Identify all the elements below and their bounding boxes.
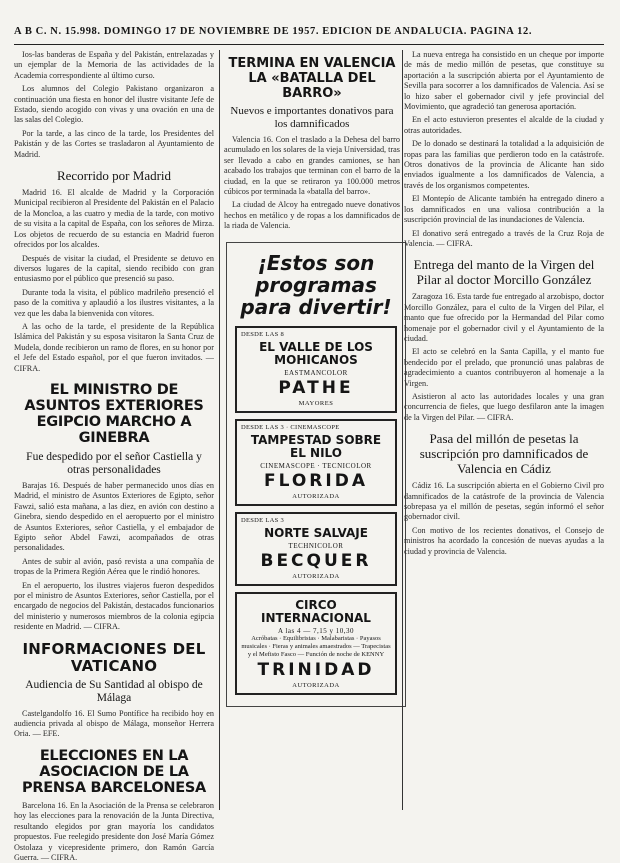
headline-recorrido: Recorrido por Madrid <box>56 168 172 184</box>
showtime-label: DESDE LAS 3 <box>241 516 285 524</box>
column-middle <box>224 50 400 810</box>
article-paragraph: Madrid 16. El alcalde de Madrid y la Corporación Municipal recibieron al Presidente del Pakistán en el Palacio de la Moncloa, a las cuatro y media de la tarde, con motivo de su visita a la capital de España, con los señores de Mirza. Los objetos de recuerdo de su estancia en Madrid fueron ofrecidos por los alcaldes. <box>14 188 214 250</box>
event-times: A las 4 — 7,15 y 10,30 <box>278 626 354 635</box>
film-rating: MAYORES <box>298 399 334 407</box>
headline-prensa: ELECCIONES EN LA ASOCIACION DE LA PRENSA BARCELONESA <box>22 747 206 796</box>
headline-vaticano: INFORMACIONES DEL VATICANO <box>22 639 206 675</box>
showtime-label: DESDE LAS 8 <box>241 330 285 338</box>
film-rating: AUTORIZADA <box>292 681 340 689</box>
article-paragraph: Barajas 16. Después de haber permanecido unos días en Madrid, el ministro de Asuntos Exteriores de Egipto, señor Fawzi, salió esta mañana, a las diez, en avión con destino a Ginebra, siendo despedido en el aeropuerto por el ministro de Asuntos Exteriores, señor Castiella, y el embajador de Egipto señor Abdel Fawzi, acompañados de otras personalidades. <box>14 480 214 553</box>
cinema-box <box>235 512 397 586</box>
column-divider <box>219 50 220 810</box>
cinema-name: FLORIDA <box>264 470 368 491</box>
subheadline-audiencia: Audiencia de Su Santidad al obispo de Málaga <box>25 678 203 704</box>
article-paragraph: En el aeropuerto, los ilustres viajeros fueron despedidos por el ministro de Asuntos Exteriores, señor Castiella, por el encargado de negocios del Pakistán, destacados funcionarios del ministerio y numerosos miembros de la colonia egipcia residente en Madrid. — CIFRA. <box>14 580 214 632</box>
film-title: TAMPESTAD SOBRE EL NILO <box>250 432 382 460</box>
article-paragraph: Por la tarde, a las cinco de la tarde, los Presidentes del Pakistán y de las Cortes se trasladaron al Ayuntamiento de Madrid. <box>14 128 214 159</box>
cinema-name: PATHE <box>278 377 354 398</box>
film-rating: AUTORIZADA <box>292 572 340 580</box>
article-paragraph: A las ocho de la tarde, el presidente de la República Islámica del Pakistán y su esposa visitaron la Santa Cruz de Mudela, donde recibieron un ramo de flores, en su honor por el Jefe del Estado español, por el que fueron invitados. — CIFRA. <box>14 321 214 373</box>
cinema-advertisement <box>226 242 406 707</box>
article-paragraph: En el acto estuvieron presentes el alcalde de la ciudad y otras autoridades. <box>404 115 604 135</box>
article-paragraph: Cádiz 16. La suscripción abierta en el Gobierno Civil pro damnificados de la catástrofe de la provincia de Valencia sobrepasa ya el millón de pesetas, según informó el señor gobernador civil. <box>404 481 604 522</box>
headline-ministro-egipcio: EL MINISTRO DE ASUNTOS EXTERIORES EGIPCIO MARCHO A GINEBRA <box>24 381 204 446</box>
cinema-name: TRINIDAD <box>257 659 375 680</box>
cinema-box <box>235 326 397 413</box>
circus-box <box>235 592 397 695</box>
page-header: A B C. N. 15.998. DOMINGO 17 DE NOVIEMBRE DE 1957. EDICION DE ANDALUCIA. PAGINA 12. <box>14 26 533 37</box>
article-paragraph: El Montepío de Alicante también ha entregado dinero a los damnificados en una valiosa contribución a la suscripción provincial de las inundaciones de Valencia. <box>404 194 604 225</box>
headline-valencia: TERMINA EN VALENCIA LA «BATALLA DEL BARRO» <box>228 56 396 101</box>
article-paragraph: Durante toda la visita, el público madrileño presenció el paso de la comitiva y aplaudió a los ilustres visitantes, a la vez que les daba la bienvenida con vítores. <box>14 287 214 318</box>
column-left <box>14 50 214 862</box>
article-paragraph: Valencia 16. Con el traslado a la Dehesa del barro acumulado en los solares de la vieja Universidad, tras ser llevado a cabo en grandes camiones, se han acabado los trabajos que terminan con el barro de la ciudad, en la que se retiraron ya 100.000 metros cúbicos por terminada la «batalla del barro». <box>224 135 400 197</box>
film-rating: AUTORIZADA <box>292 492 340 500</box>
ad-title: ¡Estos son programas para divertir! <box>240 250 392 319</box>
article-paragraph: El acto se celebró en la Santa Capilla, y el manto fue bendecido por el prelado, que pronunció unas palabras de agradecimiento a cuantos contribuyeron al homenaje a la Virgen. <box>404 347 604 388</box>
subheadline-donativos: Nuevos e importantes donativos para los damnificados <box>230 105 394 130</box>
showtime-label: DESDE LAS 3 · CINEMASCOPE <box>241 423 340 431</box>
article-paragraph: Antes de subir al avión, pasó revista a una compañía de tropas de la Primera Región Aérea que le rindió honores. <box>14 556 214 577</box>
header-rule <box>14 44 604 45</box>
event-title: CIRCO INTERNACIONAL <box>261 597 371 625</box>
article-paragraph: Los alumnos del Colegio Pakistano organizaron a continuación una fiesta en honor del ilustre visitante Jefe de Estado, siendo acogido con vivas y una ovación en una de las salas del Colegio. <box>14 84 214 125</box>
article-paragraph: Barcelona 16. En la Asociación de la Prensa se celebraron hoy las elecciones para la renovación de la Junta Directiva, resultando elegidos por gran mayoría los candidatos propuestos. Fue reelegido presidente don José María Gómez Ostolaza y vicepresidente primero, don Ramón García Guerra. — CIFRA. <box>14 800 214 862</box>
headline-manto-pilar: Entrega del manto de la Virgen del Pilar al doctor Morcillo González <box>413 257 595 288</box>
column-right <box>404 50 604 810</box>
article-paragraph: Después de visitar la ciudad, el Presidente se detuvo en diversos lugares de la capital, siendo recibido con gran entusiasmo por el público que presenció su paso. <box>14 253 214 284</box>
subheadline-despedido: Fue despedido por el señor Castiella y otras personalidades <box>26 450 202 476</box>
article-paragraph: La ciudad de Alcoy ha entregado nueve donativos hechos en metálico y de ropas a los damnificados de la riada de Valencia. <box>224 200 400 231</box>
article-paragraph: El donativo será entregado a través de la Cruz Roja de Valencia. — CIFRA. <box>404 228 604 248</box>
column-divider <box>402 50 403 810</box>
article-paragraph: Zaragoza 16. Esta tarde fue entregado al arzobispo, doctor Morcillo González, para el culto de la Virgen del Pilar, el manto que fue ofrecido por la Hermandad del Pilar como homenaje por el gobernador civil y el Ayuntamiento de la ciudad. <box>404 292 604 343</box>
article-paragraph: Asistieron al acto las autoridades locales y una gran concurrencia de fieles, que luego desfilaron ante la imagen de la Virgen del Pilar. — CIFRA. <box>404 391 604 422</box>
film-technology: EASTMANCOLOR <box>284 368 348 377</box>
film-technology: TECHNICOLOR <box>288 541 344 550</box>
cinema-name: BECQUER <box>260 550 372 571</box>
article-paragraph: Castelgandolfo 16. El Sumo Pontífice ha recibido hoy en audiencia privada al obispo de Málaga, monseñor Herrera Oria. — EFE. <box>14 708 214 739</box>
article-paragraph: Ios-las banderas de España y del Pakistán, entrelazadas y un ejemplar de la Memoria de las actividades de la Academia correspondiente al último curso. <box>14 50 214 80</box>
cinema-box <box>235 419 397 506</box>
film-title: EL VALLE DE LOS MOHICANOS <box>259 339 373 367</box>
headline-cadiz: Pasa del millón de pesetas la suscripción pro damnificados de Valencia en Cádiz <box>419 431 589 477</box>
article-paragraph: La nueva entrega ha consistido en un cheque por importe de más de medio millón de pesetas, que constituye su aportación a la suscripción abierta por el Ayuntamiento de Sevilla para socorrer a los damnificados de Valencia. Así se lo hizo saber el gobernador civil y jefe provincial del Movimiento, que agradeció tan generosa aportación. <box>404 50 604 112</box>
film-technology: CINEMASCOPE · TECNICOLOR <box>260 461 372 470</box>
article-paragraph: Con motivo de los recientes donativos, el Consejo de ministros ha acordado la concesión de nuevas ayudas a la ciudad y provincia de Valencia. <box>404 525 604 556</box>
film-title: NORTE SALVAJE <box>264 525 368 540</box>
article-paragraph: De lo donado se destinará la totalidad a la adquisición de ropas para las familias que perdieron todo en la catástrofe. Otros donativos de la provincia de Alicante han sido enviados igualmente a los damnificados de Valencia, a través de los organismos competentes. <box>404 139 604 190</box>
event-description: Acróbatas · Equilibristas · Malabaristas · Payasos musicales · Fieras y animales amaestrados — Trapecistas y el Mefisto Fasco — Función de noche de KENNY <box>241 634 391 658</box>
